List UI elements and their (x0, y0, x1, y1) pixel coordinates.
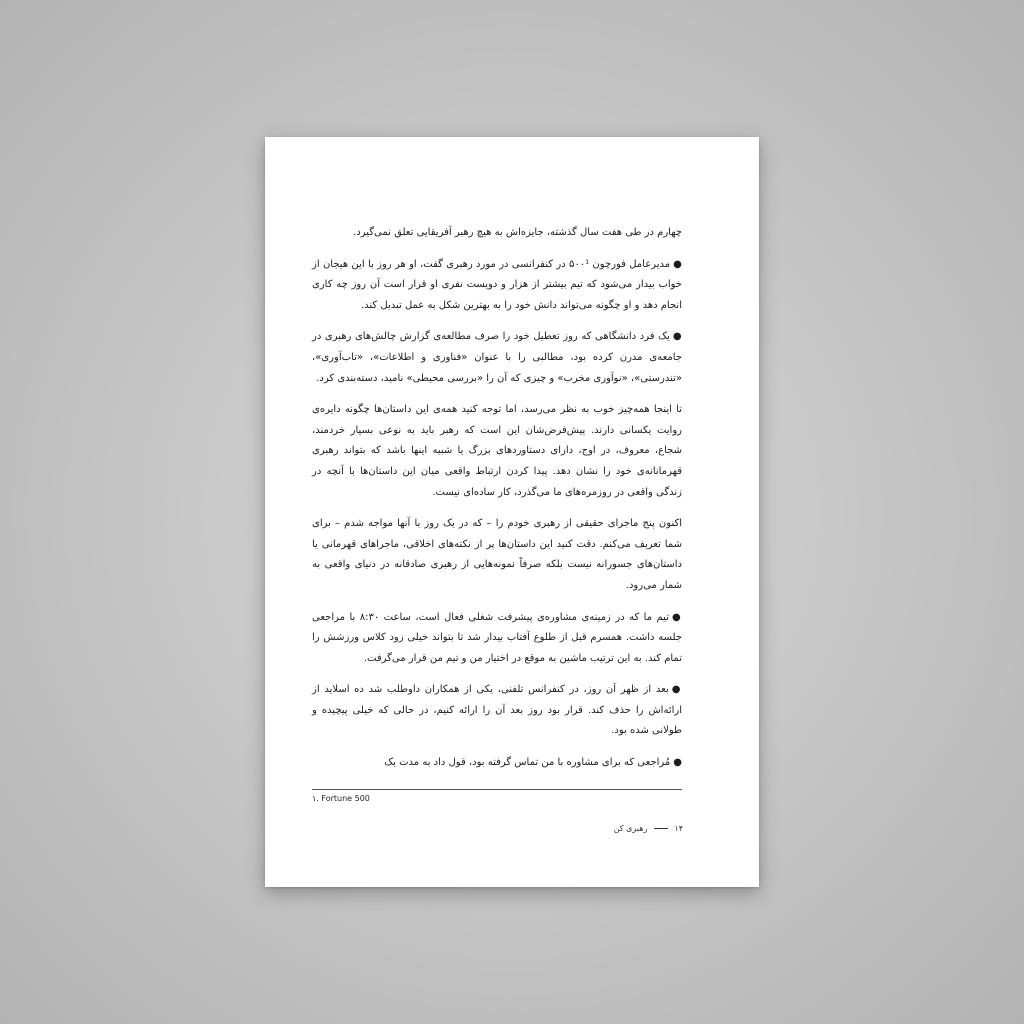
paragraph-text: تا اینجا همه‌چیز خوب به نظر می‌رسد، اما توجه کنید همه‌ی این داستان‌ها چگونه دایره‌ی روایت یکسانی دارند. پیش‌فرض‌شان این است که رهبر باید به نوعی بسیار خردمند، شجاع، معروف، در اوج، دارای دستاوردهای بزرگ یا شبیه اینها باشد که بتواند رهبری قهرمانانه‌ی خود را نشان دهد. پیدا کردن ارتباط واقعی میان این داستان‌ها با آنچه در زندگی واقعی در روزمره‌های ما می‌گذرد، کار ساده‌ای نیست. (312, 404, 682, 498)
book-page (265, 137, 759, 887)
page-footer (565, 824, 683, 833)
bullet-paragraph (312, 608, 682, 670)
paragraph-text: یک فرد دانشگاهی که روز تعطیل خود را صرف مطالعه‌ی گزارش چالش‌های رهبری در جامعه‌ی مدرن کرده بود، مطالبی را با عنوان «فناوری و اطلاعات»، «تاب‌آوری»، «تندرستی»، «نوآوری مخرب» و چیزی که آن را «بررسی محیطی» نامید، دسته‌بندی کرد. (312, 331, 682, 384)
footnote: ١. Fortune 500 (312, 794, 370, 803)
text-paragraph (312, 223, 682, 244)
bullet-icon: ● (671, 611, 682, 623)
paragraph-text: چهارم در طی هفت سال گذشته، جایزه‌اش به هیچ رهبر آفریقایی تعلق نمی‌گیرد. (353, 227, 682, 238)
page-body (312, 223, 682, 785)
paragraph-text: مُراجعی که برای مشاوره با من تماس گرفته بود، قول داد به مدت یک (384, 757, 671, 769)
running-title: رهبری کن (613, 824, 648, 833)
bullet-icon: ● (673, 258, 682, 270)
paragraph-text: تیم ما که در زمینه‌ی مشاوره‌ی پیشرفت شغلی فعال است، ساعت ۸:۳۰ با مراجعی جلسه داشت. همسرم قبل از طلوع آفتاب بیدار شد تا بتواند خیلی زود کلاس ورزشش را تمام کند. به این ترتیب ماشین به موقع در اختیار من و تیم من قرار می‌گرفت. (312, 611, 682, 664)
bullet-paragraph (312, 753, 682, 774)
paragraph-text: مدیرعامل فورچون ۵۰۰¹ در کنفرانسی در مورد رهبری گفت، او هر روز با این هیجان از خواب بیدار می‌شود که تیم بیشتر از هزار و دویست نفری او قرار است آن روز چه کاری انجام دهد و او چگونه می‌تواند دانش خود را به بهترین شکل به عمل تبدیل کند. (312, 258, 682, 311)
text-paragraph (312, 400, 682, 503)
bullet-icon: ● (672, 331, 682, 343)
footer-dash (654, 828, 668, 829)
paragraph-text: اکنون پنج ماجرای حقیقی از رهبری خودم را – که در یک روز با آنها مواجه شدم – برای شما تعریف می‌کنم. دقت کنید این داستان‌ها پر از نکته‌های اخلاقی، ماجراهای قهرمانی یا داستان‌های جسورانه نیست بلکه صرفاً نمونه‌هایی از رهبری صادقانه در دنیای واقعی به شمار می‌رود. (312, 518, 682, 591)
bullet-icon: ● (671, 684, 682, 696)
page-number: ۱۴ (674, 824, 683, 833)
bullet-paragraph (312, 327, 682, 389)
bullet-paragraph (312, 680, 682, 742)
bullet-icon: ● (673, 757, 682, 769)
footnote-divider (312, 789, 682, 790)
bullet-paragraph (312, 255, 682, 317)
paragraph-text: بعد از ظهر آن روز، در کنفرانس تلفنی، یکی از همکاران داوطلب شد ده اسلاید از ارائه‌اش را حذف کند. قرار بود روز بعد آن را ارائه کنیم، در حالی که خیلی پیچیده و طولانی شده بود. (312, 684, 682, 737)
text-paragraph (312, 514, 682, 596)
